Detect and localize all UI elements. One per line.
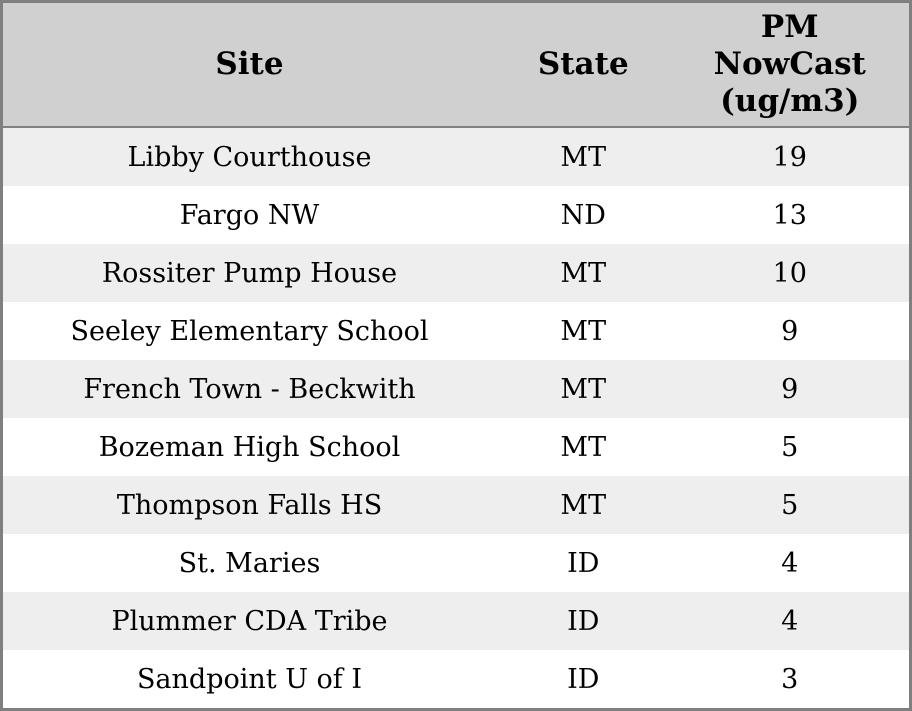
column-header-state [496, 2, 671, 128]
pm-nowcast-cell: 9 [781, 315, 799, 347]
site-cell: French Town - Beckwith [83, 373, 416, 405]
pm-nowcast-cell: 19 [772, 141, 807, 173]
pm-nowcast-cell: 5 [781, 489, 799, 521]
column-header-state-label: State [537, 46, 629, 82]
site-cell: Thompson Falls HS [116, 489, 383, 521]
table-row [2, 592, 911, 650]
pm-nowcast-cell: 10 [772, 257, 807, 289]
site-cell: Fargo NW [179, 199, 320, 231]
table-row [2, 302, 911, 360]
table-row [2, 534, 911, 592]
pm-nowcast-cell: 13 [772, 199, 807, 231]
header-row [2, 2, 911, 128]
state-cell: MT [560, 257, 607, 289]
site-cell: Plummer CDA Tribe [111, 605, 388, 637]
table-row [2, 127, 911, 186]
state-cell: ND [560, 199, 606, 231]
table-row [2, 476, 911, 534]
pm-nowcast-cell: 4 [781, 605, 799, 637]
column-header-site [2, 2, 497, 128]
table-body [2, 127, 911, 710]
state-cell: MT [560, 489, 607, 521]
state-cell: ID [567, 605, 600, 637]
table-row [2, 418, 911, 476]
column-header-pm-nowcast [671, 2, 911, 128]
state-cell: MT [560, 315, 607, 347]
site-cell: Rossiter Pump House [101, 257, 398, 289]
state-cell: MT [560, 141, 607, 173]
pm-nowcast-cell: 9 [781, 373, 799, 405]
state-cell: ID [567, 663, 600, 695]
site-cell: Seeley Elementary School [70, 315, 429, 347]
column-header-pm-nowcast-label: PM NowCast (ug/m3) [713, 9, 866, 119]
state-cell: ID [567, 547, 600, 579]
pm-nowcast-cell: 5 [781, 431, 799, 463]
table-row [2, 186, 911, 244]
state-cell: MT [560, 431, 607, 463]
table-row [2, 360, 911, 418]
site-cell: Libby Courthouse [127, 141, 372, 173]
table-row [2, 650, 911, 710]
site-cell: Sandpoint U of I [136, 663, 363, 695]
pm-nowcast-cell: 4 [781, 547, 799, 579]
state-cell: MT [560, 373, 607, 405]
pm-nowcast-cell: 3 [781, 663, 799, 695]
column-header-site-label: Site [215, 46, 284, 82]
table-header [2, 2, 911, 128]
site-cell: Bozeman High School [98, 431, 401, 463]
site-cell: St. Maries [178, 547, 321, 579]
table-row [2, 244, 911, 302]
